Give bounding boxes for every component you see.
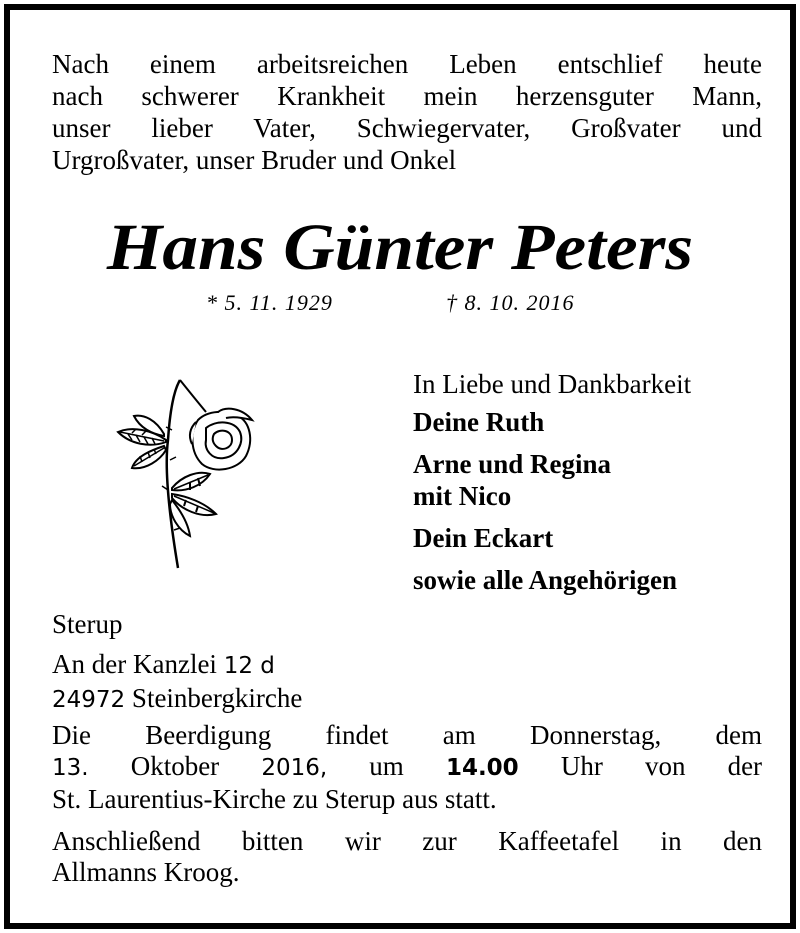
birth-date: * 5. 11. 1929 bbox=[206, 290, 333, 315]
mourner: mit Nico bbox=[413, 481, 512, 511]
intro-line: Nach einem arbeitsreichen Leben entschlief heute bbox=[52, 49, 762, 79]
address-city bbox=[52, 682, 302, 716]
obituary-frame bbox=[4, 4, 796, 929]
mourner: Deine Ruth bbox=[413, 407, 545, 437]
address-street bbox=[52, 648, 302, 682]
intro-line: Urgroßvater, unser Bruder und Onkel bbox=[52, 145, 457, 175]
funeral-day: 13. bbox=[52, 755, 89, 781]
word: findet bbox=[325, 720, 389, 750]
intro-text bbox=[52, 48, 762, 176]
coffee-line: Anschließend bitten wir zur Kaffeetafel in den bbox=[52, 826, 762, 856]
mourners-heading: In Liebe und Dankbarkeit bbox=[413, 369, 692, 399]
mourners-list bbox=[413, 368, 773, 596]
coffee-line: Allmanns Kroog. bbox=[52, 857, 240, 887]
funeral-time: 14.00 bbox=[445, 755, 519, 781]
word: um bbox=[369, 751, 404, 781]
mourner: Dein Eckart bbox=[413, 523, 554, 553]
street-name: An der Kanzlei bbox=[52, 649, 217, 679]
word: Donnerstag, bbox=[530, 720, 662, 750]
word: Beerdigung bbox=[145, 720, 272, 750]
word: am bbox=[442, 720, 476, 750]
word: der bbox=[727, 751, 763, 781]
rose-icon bbox=[106, 370, 256, 570]
postcode: 24972 bbox=[52, 687, 126, 713]
funeral-month: Oktober bbox=[130, 751, 220, 781]
funeral-line bbox=[52, 751, 762, 784]
coffee-notice bbox=[52, 826, 762, 888]
funeral-line: St. Laurentius-Kirche zu Sterup aus statt. bbox=[52, 784, 497, 814]
funeral-notice bbox=[52, 720, 762, 815]
street-number: 12 d bbox=[223, 653, 275, 679]
city: Steinbergkirche bbox=[131, 683, 303, 713]
funeral-year: 2016, bbox=[261, 755, 328, 781]
mourner: sowie alle Angehörigen bbox=[413, 565, 677, 595]
word: dem bbox=[715, 720, 762, 750]
mourner: Arne und Regina bbox=[413, 449, 612, 479]
address-place: Sterup bbox=[52, 609, 123, 639]
address-block bbox=[52, 608, 302, 716]
deceased-name: Hans Günter Peters bbox=[106, 211, 694, 284]
intro-line: nach schwerer Krankheit mein herzensguter Mann, bbox=[52, 81, 762, 111]
word: von bbox=[644, 751, 686, 781]
word: Uhr bbox=[560, 751, 603, 781]
word: Die bbox=[52, 720, 91, 750]
funeral-line bbox=[52, 720, 762, 751]
intro-line: unser lieber Vater, Schwiegervater, Großvater und bbox=[52, 113, 762, 143]
death-date: † 8. 10. 2016 bbox=[446, 290, 575, 315]
